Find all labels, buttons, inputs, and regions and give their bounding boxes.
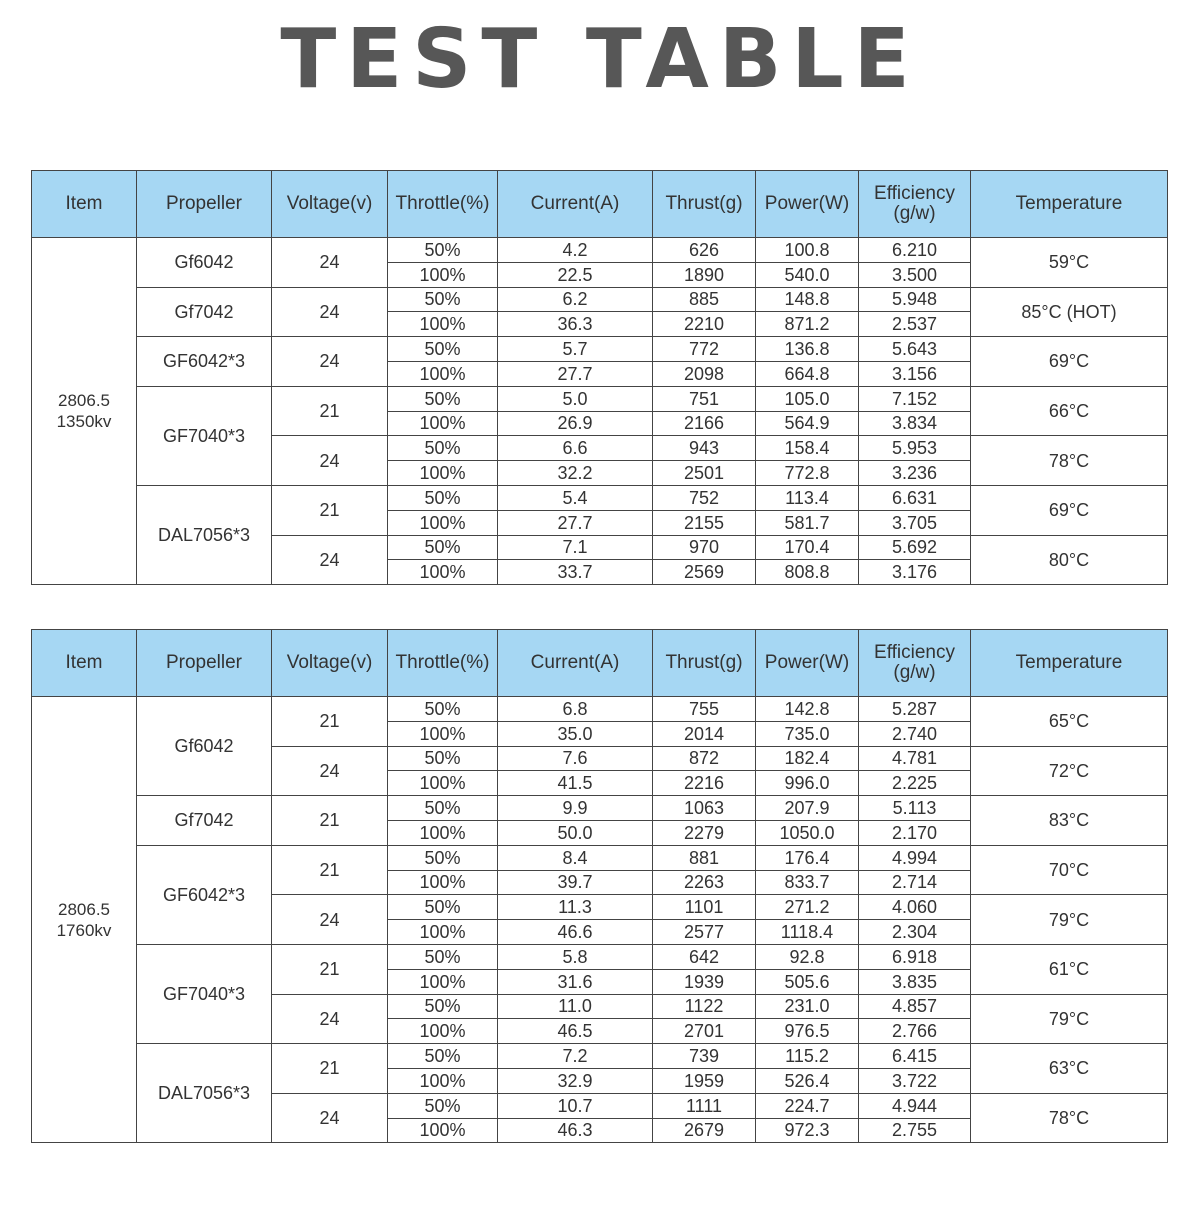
thrust-cell: 1959	[653, 1068, 756, 1093]
power-cell: 100.8	[756, 238, 859, 263]
power-cell: 1050.0	[756, 820, 859, 845]
header-efficiency-unit: (g/w)	[893, 662, 936, 683]
throttle-cell: 100%	[388, 361, 498, 386]
power-cell: 207.9	[756, 796, 859, 821]
throttle-cell: 50%	[388, 238, 498, 263]
throttle-cell: 50%	[388, 1093, 498, 1118]
table-row	[32, 697, 1168, 722]
voltage-cell: 21	[272, 944, 388, 994]
current-cell: 46.6	[498, 920, 653, 945]
power-cell: 564.9	[756, 411, 859, 436]
efficiency-cell: 4.060	[859, 895, 971, 920]
motor-item-kv: 1760kv	[56, 920, 112, 940]
current-cell: 9.9	[498, 796, 653, 821]
current-cell: 6.8	[498, 697, 653, 722]
efficiency-cell: 5.643	[859, 337, 971, 362]
voltage-cell: 24	[272, 287, 388, 337]
efficiency-cell: 2.755	[859, 1118, 971, 1143]
power-cell: 136.8	[756, 337, 859, 362]
throttle-cell: 50%	[388, 796, 498, 821]
table-row	[32, 238, 1168, 263]
throttle-cell: 100%	[388, 411, 498, 436]
power-cell: 176.4	[756, 845, 859, 870]
power-cell: 271.2	[756, 895, 859, 920]
power-cell: 170.4	[756, 535, 859, 560]
propeller-cell: Gf7042	[137, 796, 272, 846]
temperature-cell: 70°C	[971, 845, 1168, 895]
thrust-cell: 626	[653, 238, 756, 263]
propeller-cell: Gf7042	[137, 287, 272, 337]
efficiency-cell: 5.113	[859, 796, 971, 821]
throttle-cell: 50%	[388, 746, 498, 771]
temperature-cell: 63°C	[971, 1044, 1168, 1094]
current-cell: 11.0	[498, 994, 653, 1019]
throttle-cell: 100%	[388, 510, 498, 535]
throttle-cell: 50%	[388, 386, 498, 411]
table-row	[32, 386, 1168, 411]
header-item: Item	[32, 630, 137, 697]
motor-item-cell	[32, 697, 137, 1143]
header-thrust: Thrust(g)	[653, 171, 756, 238]
efficiency-cell: 5.953	[859, 436, 971, 461]
power-cell: 113.4	[756, 485, 859, 510]
voltage-cell: 21	[272, 697, 388, 747]
table-row	[32, 796, 1168, 821]
throttle-cell: 50%	[388, 994, 498, 1019]
thrust-cell: 2569	[653, 560, 756, 585]
thrust-cell: 885	[653, 287, 756, 312]
voltage-cell: 21	[272, 386, 388, 436]
power-cell: 871.2	[756, 312, 859, 337]
thrust-cell: 2701	[653, 1019, 756, 1044]
throttle-cell: 50%	[388, 436, 498, 461]
header-propeller: Propeller	[137, 171, 272, 238]
efficiency-cell: 3.500	[859, 262, 971, 287]
header-propeller: Propeller	[137, 630, 272, 697]
throttle-cell: 100%	[388, 870, 498, 895]
thrust-cell: 1111	[653, 1093, 756, 1118]
power-cell: 105.0	[756, 386, 859, 411]
power-cell: 833.7	[756, 870, 859, 895]
throttle-cell: 100%	[388, 1118, 498, 1143]
efficiency-cell: 2.225	[859, 771, 971, 796]
current-cell: 31.6	[498, 969, 653, 994]
propeller-cell: Gf6042	[137, 238, 272, 288]
temperature-cell: 79°C	[971, 895, 1168, 945]
temperature-cell: 85°C (HOT)	[971, 287, 1168, 337]
throttle-cell: 100%	[388, 820, 498, 845]
power-cell: 182.4	[756, 746, 859, 771]
header-efficiency	[859, 171, 971, 238]
power-cell: 1118.4	[756, 920, 859, 945]
current-cell: 6.6	[498, 436, 653, 461]
power-cell: 735.0	[756, 721, 859, 746]
propeller-cell: GF6042*3	[137, 845, 272, 944]
page-title: TEST TABLE	[280, 12, 920, 107]
temperature-cell: 80°C	[971, 535, 1168, 585]
current-cell: 7.2	[498, 1044, 653, 1069]
power-cell: 772.8	[756, 461, 859, 486]
efficiency-cell: 7.152	[859, 386, 971, 411]
efficiency-cell: 6.918	[859, 944, 971, 969]
voltage-cell: 21	[272, 1044, 388, 1094]
power-cell: 148.8	[756, 287, 859, 312]
thrust-cell: 1890	[653, 262, 756, 287]
power-cell: 505.6	[756, 969, 859, 994]
power-cell: 142.8	[756, 697, 859, 722]
propeller-cell: GF6042*3	[137, 337, 272, 387]
thrust-cell: 970	[653, 535, 756, 560]
current-cell: 41.5	[498, 771, 653, 796]
throttle-cell: 50%	[388, 485, 498, 510]
power-cell: 92.8	[756, 944, 859, 969]
efficiency-cell: 3.236	[859, 461, 971, 486]
current-cell: 26.9	[498, 411, 653, 436]
throttle-cell: 50%	[388, 535, 498, 560]
voltage-cell: 24	[272, 746, 388, 796]
throttle-cell: 100%	[388, 920, 498, 945]
power-cell: 976.5	[756, 1019, 859, 1044]
propeller-cell: DAL7056*3	[137, 1044, 272, 1143]
current-cell: 11.3	[498, 895, 653, 920]
table-row	[32, 944, 1168, 969]
voltage-cell: 21	[272, 485, 388, 535]
test-table-1350kv	[31, 170, 1168, 585]
header-throttle: Throttle(%)	[388, 171, 498, 238]
thrust-cell: 752	[653, 485, 756, 510]
power-cell: 231.0	[756, 994, 859, 1019]
table-header	[32, 171, 1168, 238]
current-cell: 7.6	[498, 746, 653, 771]
temperature-cell: 72°C	[971, 746, 1168, 796]
propeller-cell: Gf6042	[137, 697, 272, 796]
thrust-cell: 2166	[653, 411, 756, 436]
power-cell: 540.0	[756, 262, 859, 287]
current-cell: 36.3	[498, 312, 653, 337]
voltage-cell: 24	[272, 994, 388, 1044]
current-cell: 35.0	[498, 721, 653, 746]
power-cell: 115.2	[756, 1044, 859, 1069]
thrust-cell: 1101	[653, 895, 756, 920]
throttle-cell: 50%	[388, 697, 498, 722]
efficiency-cell: 3.835	[859, 969, 971, 994]
temperature-cell: 69°C	[971, 485, 1168, 535]
current-cell: 39.7	[498, 870, 653, 895]
voltage-cell: 24	[272, 436, 388, 486]
header-efficiency	[859, 630, 971, 697]
efficiency-cell: 3.834	[859, 411, 971, 436]
thrust-cell: 739	[653, 1044, 756, 1069]
throttle-cell: 100%	[388, 262, 498, 287]
thrust-cell: 2014	[653, 721, 756, 746]
thrust-cell: 642	[653, 944, 756, 969]
efficiency-cell: 2.740	[859, 721, 971, 746]
throttle-cell: 100%	[388, 969, 498, 994]
table-row	[32, 287, 1168, 312]
power-cell: 972.3	[756, 1118, 859, 1143]
header-thrust: Thrust(g)	[653, 630, 756, 697]
current-cell: 5.0	[498, 386, 653, 411]
temperature-cell: 61°C	[971, 944, 1168, 994]
thrust-cell: 2263	[653, 870, 756, 895]
voltage-cell: 21	[272, 796, 388, 846]
propeller-cell: DAL7056*3	[137, 485, 272, 584]
power-cell: 664.8	[756, 361, 859, 386]
table-body	[32, 238, 1168, 585]
header-row	[32, 630, 1168, 697]
efficiency-cell: 3.705	[859, 510, 971, 535]
header-power: Power(W)	[756, 630, 859, 697]
thrust-cell: 1063	[653, 796, 756, 821]
voltage-cell: 21	[272, 845, 388, 895]
efficiency-cell: 6.631	[859, 485, 971, 510]
throttle-cell: 100%	[388, 721, 498, 746]
header-voltage: Voltage(v)	[272, 630, 388, 697]
thrust-cell: 2210	[653, 312, 756, 337]
current-cell: 27.7	[498, 361, 653, 386]
thrust-cell: 2577	[653, 920, 756, 945]
header-row	[32, 171, 1168, 238]
power-cell: 581.7	[756, 510, 859, 535]
power-cell: 224.7	[756, 1093, 859, 1118]
current-cell: 22.5	[498, 262, 653, 287]
table-body	[32, 697, 1168, 1143]
efficiency-cell: 6.415	[859, 1044, 971, 1069]
table-header	[32, 630, 1168, 697]
efficiency-cell: 5.948	[859, 287, 971, 312]
thrust-cell: 1939	[653, 969, 756, 994]
efficiency-cell: 4.994	[859, 845, 971, 870]
throttle-cell: 50%	[388, 1044, 498, 1069]
thrust-cell: 1122	[653, 994, 756, 1019]
thrust-cell: 943	[653, 436, 756, 461]
motor-item-model: 2806.5	[58, 391, 110, 411]
thrust-cell: 751	[653, 386, 756, 411]
header-item: Item	[32, 171, 137, 238]
thrust-cell: 755	[653, 697, 756, 722]
throttle-cell: 50%	[388, 845, 498, 870]
current-cell: 5.4	[498, 485, 653, 510]
efficiency-cell: 3.176	[859, 560, 971, 585]
current-cell: 10.7	[498, 1093, 653, 1118]
temperature-cell: 78°C	[971, 436, 1168, 486]
throttle-cell: 50%	[388, 944, 498, 969]
efficiency-cell: 6.210	[859, 238, 971, 263]
power-cell: 808.8	[756, 560, 859, 585]
header-temperature: Temperature	[971, 630, 1168, 697]
efficiency-cell: 2.304	[859, 920, 971, 945]
thrust-cell: 2155	[653, 510, 756, 535]
voltage-cell: 24	[272, 895, 388, 945]
motor-item-model: 2806.5	[58, 899, 110, 919]
voltage-cell: 24	[272, 238, 388, 288]
test-table-1760kv	[31, 629, 1168, 1143]
thrust-cell: 2098	[653, 361, 756, 386]
current-cell: 6.2	[498, 287, 653, 312]
current-cell: 33.7	[498, 560, 653, 585]
voltage-cell: 24	[272, 1093, 388, 1143]
efficiency-cell: 2.714	[859, 870, 971, 895]
header-throttle: Throttle(%)	[388, 630, 498, 697]
temperature-cell: 78°C	[971, 1093, 1168, 1143]
throttle-cell: 100%	[388, 312, 498, 337]
efficiency-cell: 3.722	[859, 1068, 971, 1093]
efficiency-cell: 2.537	[859, 312, 971, 337]
current-cell: 5.7	[498, 337, 653, 362]
thrust-cell: 2501	[653, 461, 756, 486]
propeller-cell: GF7040*3	[137, 386, 272, 485]
voltage-cell: 24	[272, 337, 388, 387]
current-cell: 4.2	[498, 238, 653, 263]
motor-item-kv: 1350kv	[56, 412, 112, 432]
throttle-cell: 100%	[388, 1019, 498, 1044]
current-cell: 32.2	[498, 461, 653, 486]
thrust-cell: 2279	[653, 820, 756, 845]
propeller-cell: GF7040*3	[137, 944, 272, 1043]
efficiency-cell: 5.692	[859, 535, 971, 560]
throttle-cell: 100%	[388, 771, 498, 796]
power-cell: 158.4	[756, 436, 859, 461]
current-cell: 27.7	[498, 510, 653, 535]
throttle-cell: 50%	[388, 287, 498, 312]
temperature-cell: 59°C	[971, 238, 1168, 288]
table-row	[32, 845, 1168, 870]
efficiency-cell: 2.766	[859, 1019, 971, 1044]
current-cell: 46.3	[498, 1118, 653, 1143]
thrust-cell: 772	[653, 337, 756, 362]
header-efficiency-label: Efficiency	[874, 183, 955, 204]
efficiency-cell: 2.170	[859, 820, 971, 845]
thrust-cell: 2679	[653, 1118, 756, 1143]
throttle-cell: 50%	[388, 895, 498, 920]
thrust-cell: 2216	[653, 771, 756, 796]
motor-item-cell	[32, 238, 137, 585]
throttle-cell: 50%	[388, 337, 498, 362]
throttle-cell: 100%	[388, 461, 498, 486]
power-cell: 996.0	[756, 771, 859, 796]
thrust-cell: 872	[653, 746, 756, 771]
header-efficiency-label: Efficiency	[874, 642, 955, 663]
current-cell: 32.9	[498, 1068, 653, 1093]
header-power: Power(W)	[756, 171, 859, 238]
temperature-cell: 69°C	[971, 337, 1168, 387]
table-row	[32, 337, 1168, 362]
current-cell: 7.1	[498, 535, 653, 560]
power-cell: 526.4	[756, 1068, 859, 1093]
efficiency-cell: 5.287	[859, 697, 971, 722]
throttle-cell: 100%	[388, 1068, 498, 1093]
table-row	[32, 1044, 1168, 1069]
table-row	[32, 485, 1168, 510]
current-cell: 50.0	[498, 820, 653, 845]
temperature-cell: 65°C	[971, 697, 1168, 747]
header-current: Current(A)	[498, 171, 653, 238]
throttle-cell: 100%	[388, 560, 498, 585]
efficiency-cell: 4.944	[859, 1093, 971, 1118]
current-cell: 46.5	[498, 1019, 653, 1044]
current-cell: 5.8	[498, 944, 653, 969]
header-temperature: Temperature	[971, 171, 1168, 238]
temperature-cell: 79°C	[971, 994, 1168, 1044]
temperature-cell: 66°C	[971, 386, 1168, 436]
thrust-cell: 881	[653, 845, 756, 870]
efficiency-cell: 4.857	[859, 994, 971, 1019]
voltage-cell: 24	[272, 535, 388, 585]
efficiency-cell: 4.781	[859, 746, 971, 771]
header-voltage: Voltage(v)	[272, 171, 388, 238]
header-current: Current(A)	[498, 630, 653, 697]
efficiency-cell: 3.156	[859, 361, 971, 386]
current-cell: 8.4	[498, 845, 653, 870]
header-efficiency-unit: (g/w)	[893, 203, 936, 224]
temperature-cell: 83°C	[971, 796, 1168, 846]
